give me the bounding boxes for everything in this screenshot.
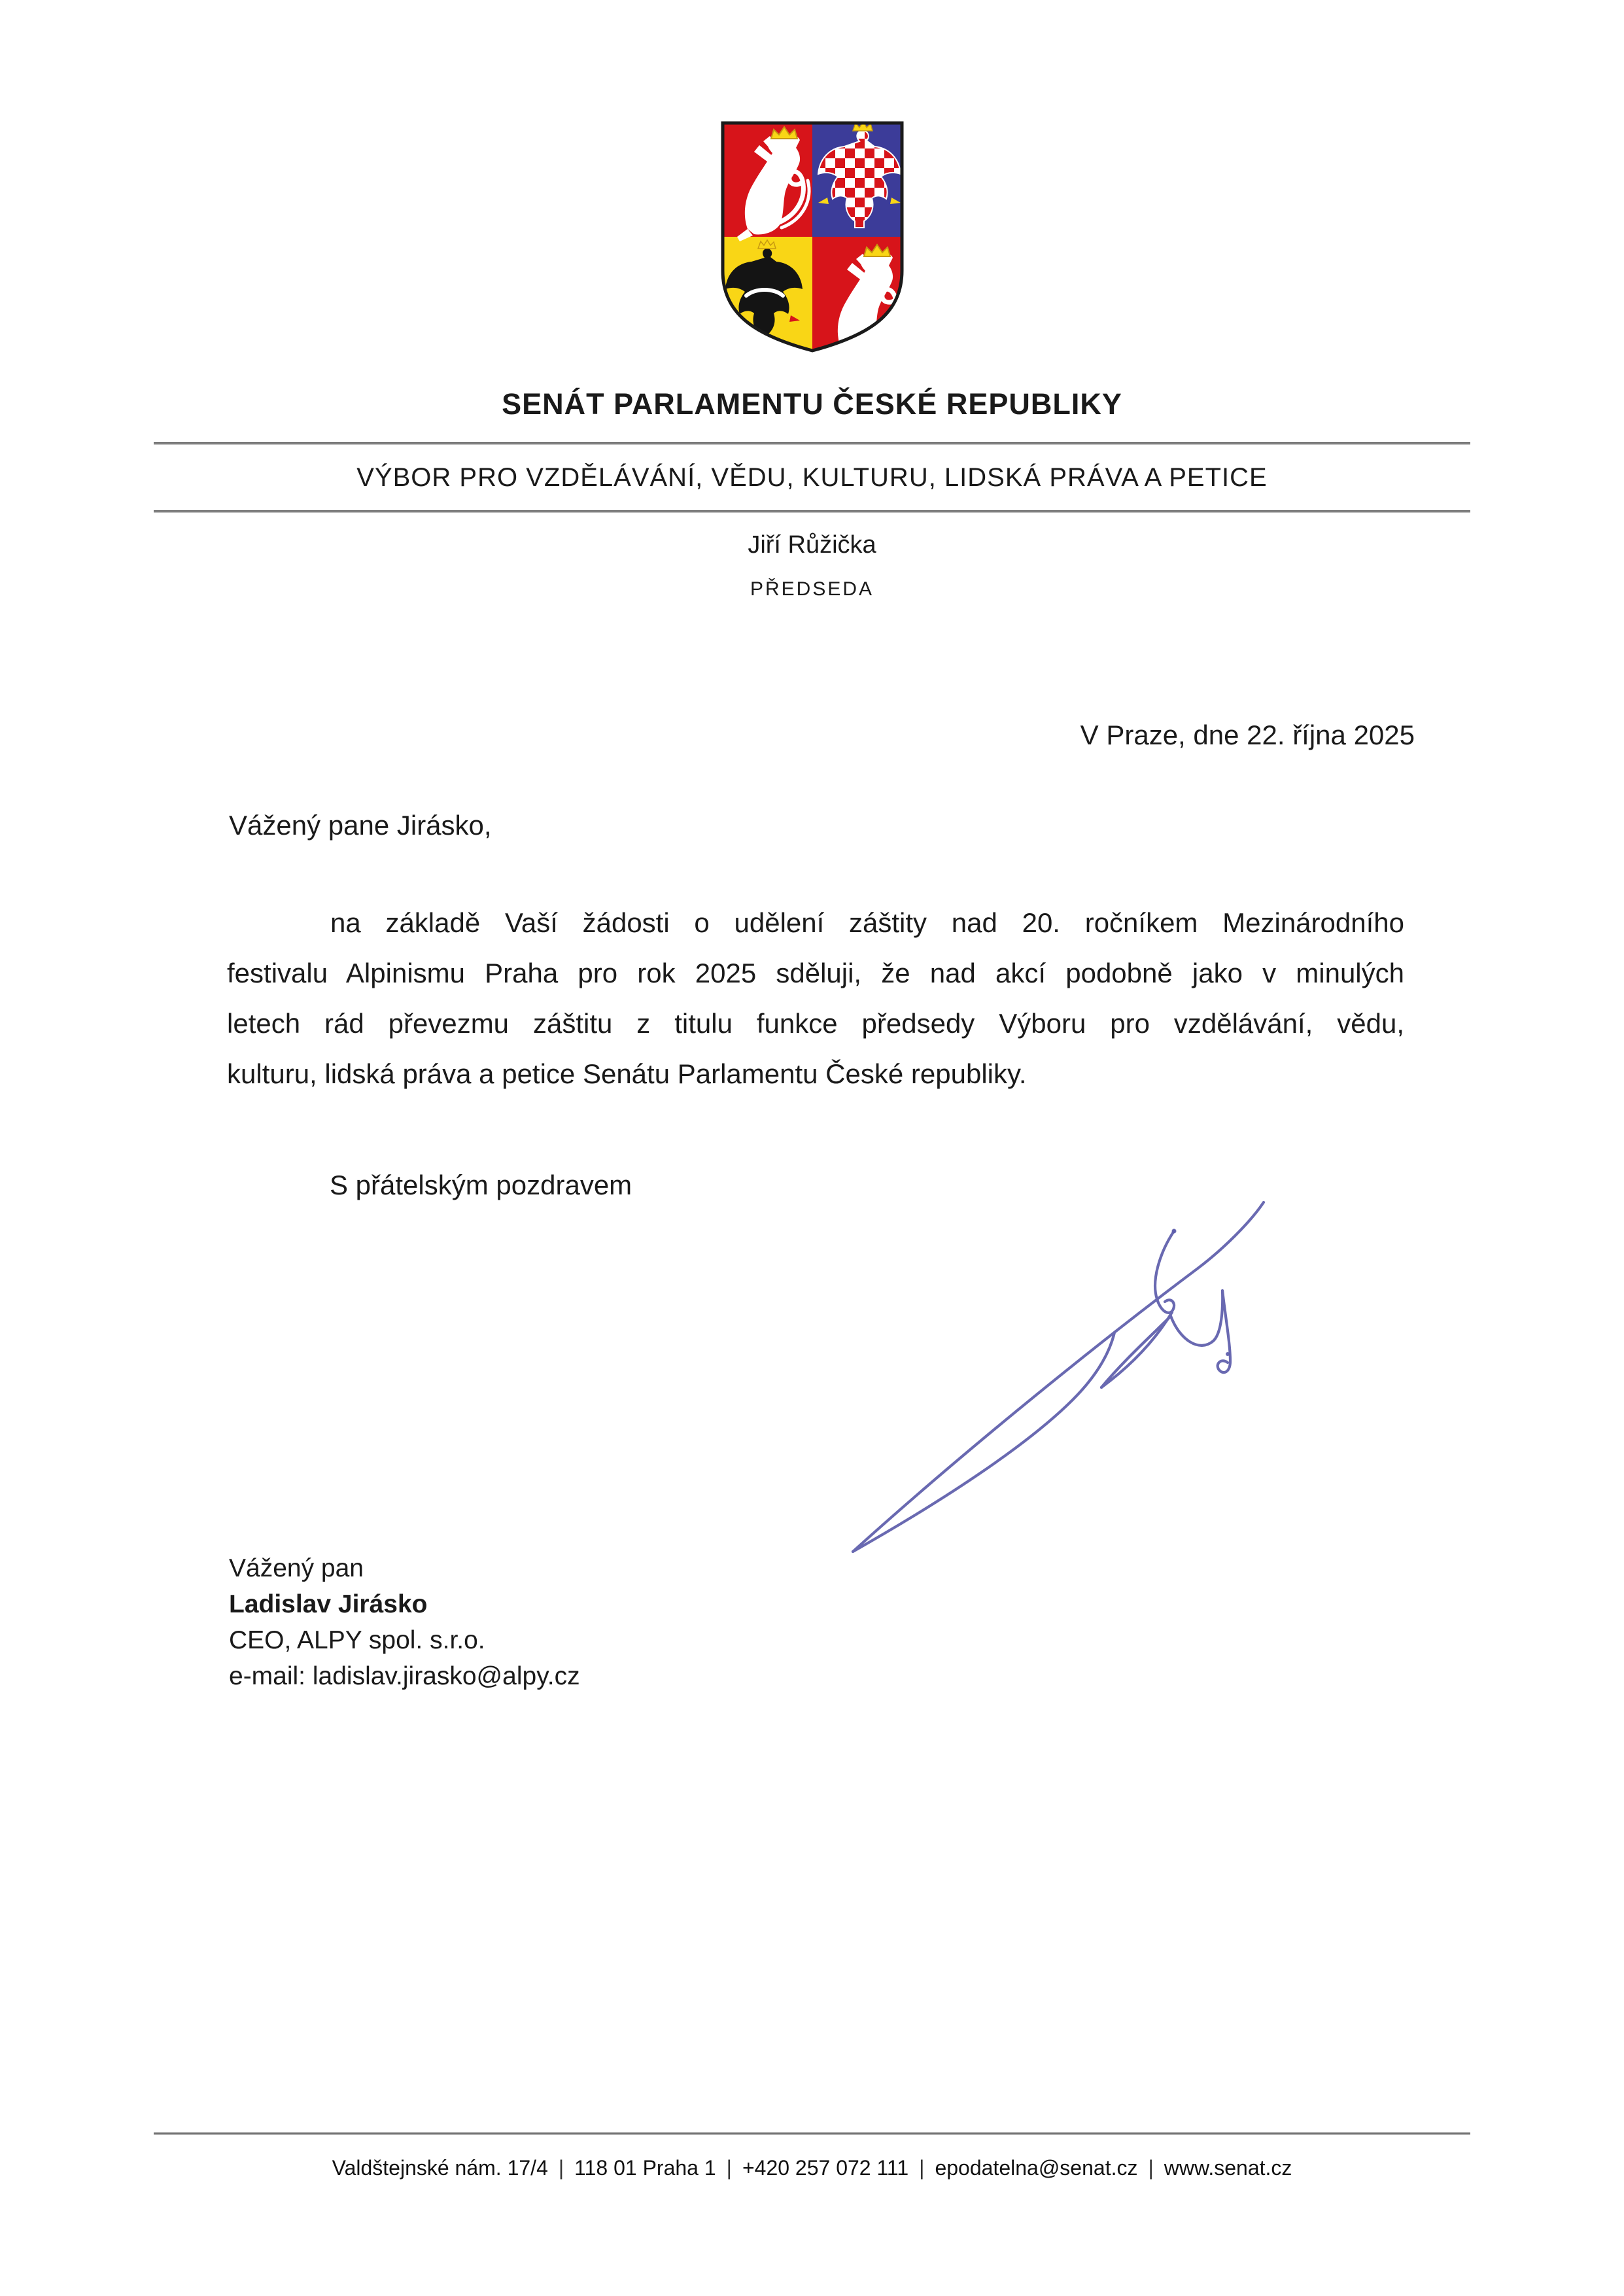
footer-divider (154, 2132, 1470, 2135)
recipient-position: CEO, ALPY spol. s.r.o. (229, 1626, 485, 1654)
footer-email: epodatelna@senat.cz (935, 2156, 1138, 2180)
czech-coat-of-arms-icon (717, 119, 907, 355)
footer-separator: | (558, 2156, 564, 2180)
body-line: na základě Vaší žádosti o udělení záštity nad 20. ročníkem Mezinárodního (330, 907, 1404, 938)
header-divider-bottom (154, 510, 1470, 513)
organization-title: SENÁT PARLAMENTU ČESKÉ REPUBLIKY (502, 387, 1122, 421)
recipient-name: Ladislav Jirásko (229, 1590, 428, 1618)
signatory-name: Jiří Růžička (748, 531, 876, 559)
salutation: Vážený pane Jirásko, (229, 810, 492, 841)
footer-phone: +420 257 072 111 (742, 2156, 909, 2180)
footer-contact-line (0, 2156, 1624, 2180)
footer-separator: | (726, 2156, 732, 2180)
signatory-role: PŘEDSEDA (750, 578, 874, 600)
dateline: V Praze, dne 22. října 2025 (1080, 720, 1415, 750)
body-line: letech rád převezmu záštitu z titulu funkce předsedy Výboru pro vzdělávání, vědu, (227, 1008, 1404, 1039)
footer-separator: | (1148, 2156, 1154, 2180)
footer-address: Valdštejnské nám. 17/4 (332, 2156, 548, 2180)
header-divider-top (154, 442, 1470, 445)
body-line: festivalu Alpinismu Praha pro rok 2025 sděluji, že nad akcí podobně jako v minulých (227, 958, 1404, 988)
body-line: kulturu, lidská práva a petice Senátu Parlamentu České republiky. (227, 1058, 1027, 1089)
signature-icon (844, 1197, 1282, 1563)
footer-web: www.senat.cz (1164, 2156, 1292, 2180)
committee-name: VÝBOR PRO VZDĚLÁVÁNÍ, VĚDU, KULTURU, LIDSKÁ PRÁVA A PETICE (356, 463, 1268, 492)
footer-city: 118 01 Praha 1 (574, 2156, 716, 2180)
letter-body (227, 897, 1404, 1099)
recipient-salutation: Vážený pan (229, 1554, 364, 1582)
recipient-block (229, 1550, 580, 1694)
footer-separator: | (919, 2156, 925, 2180)
closing-phrase: S přátelským pozdravem (330, 1170, 632, 1200)
recipient-email: e-mail: ladislav.jirasko@alpy.cz (229, 1662, 580, 1690)
